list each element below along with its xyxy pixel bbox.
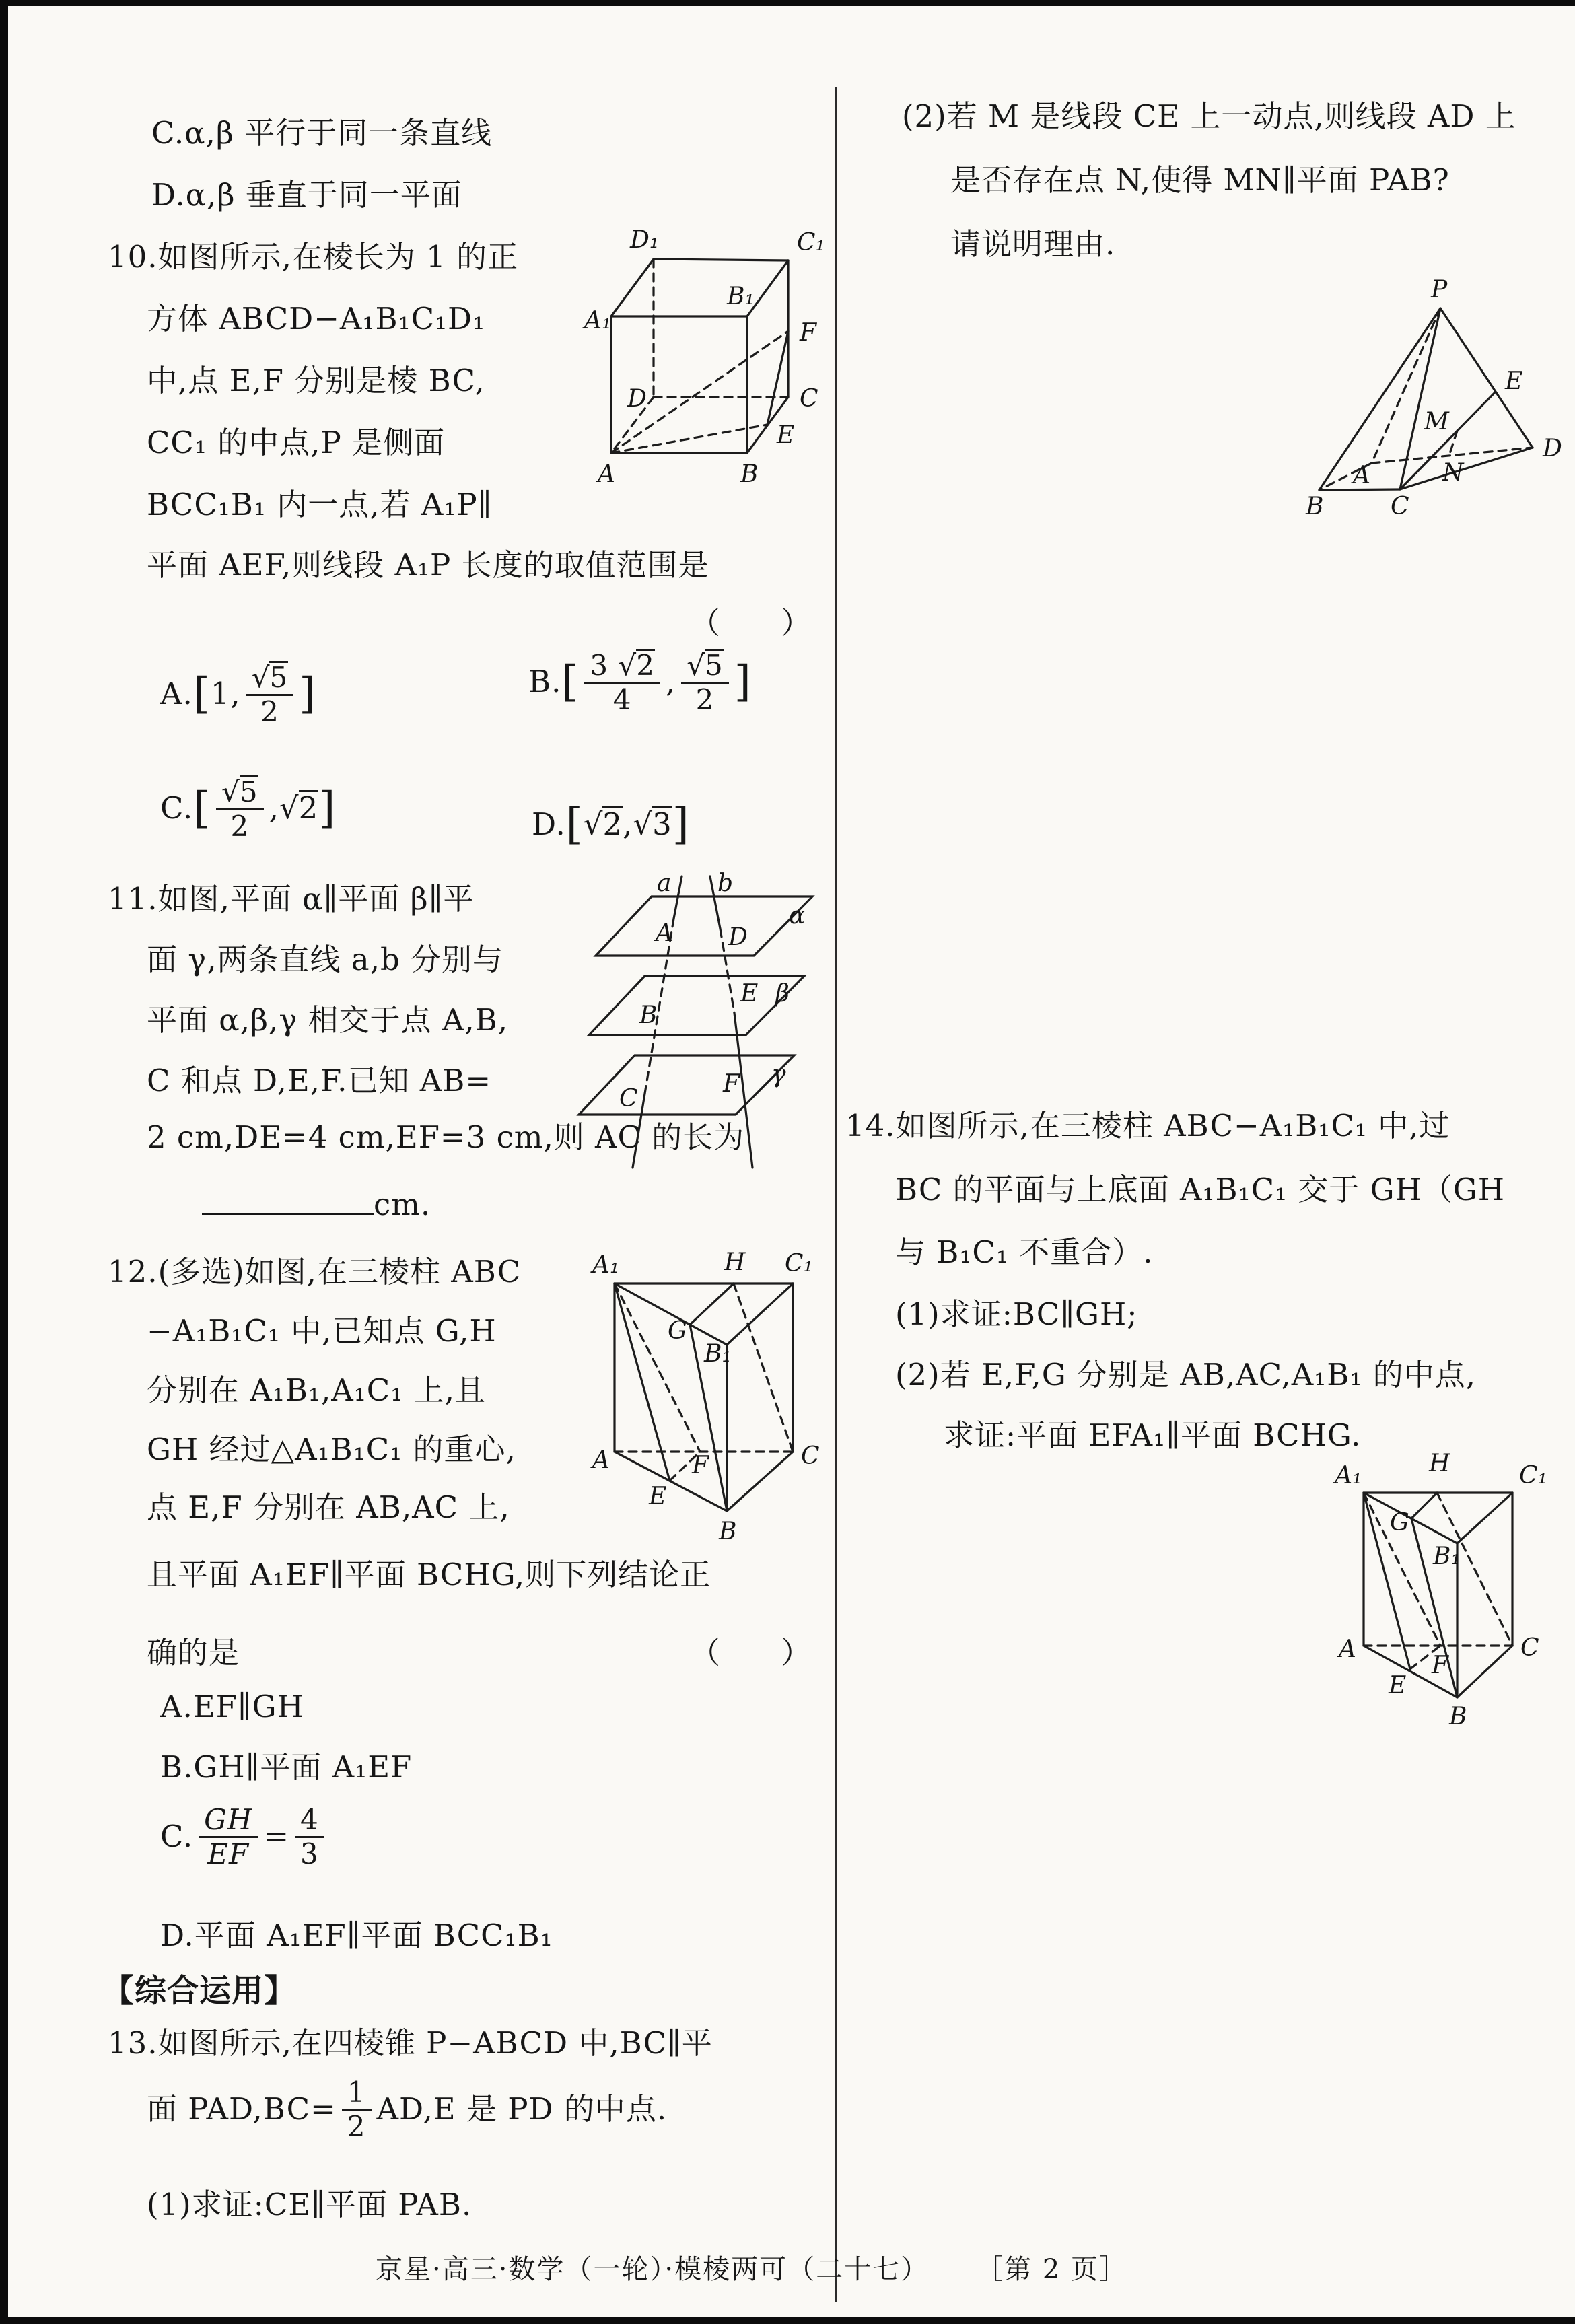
vertex-label-A1: A₁	[1335, 1462, 1362, 1489]
q14-prism-figure	[1275, 1447, 1572, 1743]
q11-line-4: C 和点 D,E,F.已知 AB=	[147, 1063, 492, 1098]
q13-part1: (1)求证:CE∥平面 PAB.	[147, 2187, 473, 2222]
bracket-close: ]	[734, 657, 752, 707]
vertex-label-C: C	[1391, 493, 1409, 520]
q12-line-7: 确的是	[147, 1635, 240, 1670]
q14-line-2: BC 的平面与上底面 A₁B₁C₁ 交于 GH（GH	[895, 1172, 1506, 1207]
vertex-label-B1: B₁	[727, 283, 755, 310]
vertex-label-B1: B₁	[1433, 1543, 1461, 1570]
vertex-label-A: A	[592, 1446, 610, 1474]
vertex-label-D: D	[627, 385, 647, 413]
q12-line-3: 分别在 A₁B₁,A₁C₁ 上,且	[147, 1372, 486, 1408]
q13-part2-line-2: 是否存在点 N,使得 MN∥平面 PAB?	[950, 162, 1450, 198]
vertex-label-E: E	[1505, 367, 1523, 395]
footer-title: 京星·高三·数学（一轮）·模棱两可（二十七）	[376, 2254, 930, 2285]
vertex-label-N: N	[1442, 459, 1464, 487]
bracket-open: [	[561, 657, 580, 707]
q13-half-fraction: $\frac{1}{2}$	[342, 2076, 372, 2143]
q10-answer-paren: （ ）	[690, 605, 812, 641]
q10-option-c: C. [ $\frac{√5}{2}$ , √2 ]	[160, 775, 337, 843]
scan-border-left	[0, 0, 8, 2324]
vertex-label-A1: A₁	[592, 1251, 620, 1279]
q10-b-label: B.	[528, 663, 562, 699]
bracket-open: [	[565, 800, 584, 849]
q11-line-2: 面 γ,两条直线 a,b 分别与	[147, 942, 504, 977]
q11-blank-line: cm.	[202, 1179, 431, 1224]
q10-a-fraction: $\frac{√5}{2}$	[246, 660, 294, 728]
q12-c-label: C.	[160, 1819, 194, 1855]
line-label-a: a	[657, 870, 672, 897]
q14-line-1: 14.如图所示,在三棱柱 ABC−A₁B₁C₁ 中,过	[845, 1108, 1450, 1143]
point-label-B: B	[639, 1001, 658, 1029]
q11-planes-figure	[572, 868, 848, 1185]
q10-b-fraction-1: $\frac{3 √2}{4}$	[584, 647, 660, 716]
point-label-E: E	[740, 980, 759, 1008]
q10-line-2: 方体 ABCD−A₁B₁C₁D₁	[147, 301, 486, 337]
q11-line-1: 11.如图,平面 α∥平面 β∥平	[108, 881, 475, 917]
q12-prism-figure	[592, 1248, 841, 1558]
point-label-F: F	[723, 1070, 740, 1098]
q12-line-1: 12.(多选)如图,在三棱柱 ABC	[108, 1254, 522, 1290]
page-footer	[376, 2248, 1127, 2286]
vertex-label-B1: B₁	[704, 1340, 732, 1368]
section-title: 【综合运用】	[102, 1973, 296, 2010]
footer-page-number: ［第 2 页］	[976, 2254, 1128, 2285]
vertex-label-B: B	[1306, 493, 1324, 520]
q14-line-5: (2)若 E,F,G 分别是 AB,AC,A₁B₁ 的中点,	[895, 1357, 1477, 1393]
q12-c-fraction-2: $\frac{4}{3}$	[295, 1804, 324, 1870]
q14-line-6: 求证:平面 EFA₁∥平面 BCHG.	[944, 1417, 1362, 1453]
equals-sign: =	[263, 1819, 290, 1855]
vertex-label-H: H	[724, 1248, 746, 1276]
q12-line-2: −A₁B₁C₁ 中,已知点 G,H	[147, 1313, 497, 1349]
q12-option-d: D.平面 A₁EF∥平面 BCC₁B₁	[160, 1917, 553, 1953]
q12-line-5: 点 E,F 分别在 AB,AC 上,	[147, 1489, 510, 1525]
vertex-label-E: E	[1389, 1672, 1407, 1699]
vertex-label-A: A	[598, 460, 615, 488]
vertex-label-E: E	[777, 421, 795, 449]
vertex-label-B: B	[719, 1518, 737, 1545]
q12-option-c	[160, 1804, 330, 1870]
q10-line-3: 中,点 E,F 分别是棱 BC,	[147, 363, 485, 398]
bracket-close: ]	[299, 669, 317, 719]
bracket-open: [	[193, 669, 211, 719]
plane-label-gamma: γ	[771, 1061, 786, 1088]
vertex-label-A1: A₁	[584, 307, 612, 334]
q10-b-fraction-2: $\frac{√5}{2}$	[681, 647, 729, 716]
q11-line-5: 2 cm,DE=4 cm,EF=3 cm,则 AC 的长为	[147, 1119, 745, 1155]
vertex-label-E: E	[649, 1483, 667, 1510]
bracket-close: ]	[672, 800, 690, 849]
q12-line-6: 且平面 A₁EF∥平面 BCHG,则下列结论正	[147, 1557, 711, 1592]
vertex-label-A: A	[1339, 1635, 1356, 1663]
vertex-label-C: C	[801, 1442, 820, 1470]
q12-option-a: A.EF∥GH	[160, 1689, 304, 1724]
plane-label-beta: β	[775, 980, 790, 1008]
q10-a-label: A.	[160, 675, 193, 711]
q10-line-6: 平面 AEF,则线段 A₁P 长度的取值范围是	[147, 547, 709, 583]
q9-option-d: D.α,β 垂直于同一平面	[151, 177, 462, 213]
comma: ,	[665, 663, 676, 699]
q10-line-1: 10.如图所示,在棱长为 1 的正	[108, 239, 519, 275]
plane-label-alpha: α	[789, 902, 806, 929]
q10-line-4: CC₁ 的中点,P 是侧面	[147, 425, 446, 460]
vertex-label-F: F	[1432, 1652, 1448, 1679]
bracket-close: ]	[318, 783, 337, 834]
vertex-label-H: H	[1429, 1450, 1450, 1477]
vertex-label-B: B	[1449, 1703, 1467, 1730]
vertex-label-G: G	[1390, 1509, 1409, 1537]
q12-option-b: B.GH∥平面 A₁EF	[160, 1749, 413, 1785]
vertex-label-C: C	[800, 385, 818, 413]
q10-option-d: D. [ √2 , √3 ]	[532, 798, 690, 851]
q13-line-1: 13.如图所示,在四棱锥 P−ABCD 中,BC∥平	[108, 2025, 713, 2061]
vertex-label-M: M	[1424, 408, 1449, 435]
q10-line-5: BCC₁B₁ 内一点,若 A₁P∥	[147, 487, 493, 522]
vertex-label-D: D	[1543, 435, 1562, 462]
line-label-b: b	[718, 870, 734, 897]
scan-border-top	[0, 0, 1575, 6]
answer-blank	[202, 1179, 374, 1215]
vertex-label-A: A	[1353, 462, 1370, 489]
vertex-label-F: F	[692, 1452, 709, 1479]
q10-option-a	[160, 660, 316, 728]
comma: ,	[623, 806, 633, 842]
comma: ,	[269, 789, 279, 826]
q10-option-b	[528, 647, 752, 716]
vertex-label-F: F	[800, 319, 816, 347]
point-label-A: A	[656, 919, 673, 947]
q10-c-fraction: $\frac{√5}{2}$	[216, 774, 264, 843]
vertex-label-B: B	[740, 460, 759, 488]
q10-c-label: C.	[160, 789, 194, 826]
vertex-label-C1: C₁	[785, 1250, 813, 1277]
q14-line-3: 与 B₁C₁ 不重合）.	[895, 1234, 1154, 1270]
point-label-D: D	[728, 923, 748, 951]
point-label-C: C	[619, 1085, 638, 1113]
vertex-label-D1: D₁	[630, 226, 660, 254]
q13-part2-line-3: 请说明理由.	[950, 226, 1116, 262]
vertex-label-G: G	[668, 1317, 687, 1345]
bracket-open: [	[193, 783, 211, 834]
q12-c-fraction-1: $\frac{GH}{EF}$	[199, 1804, 258, 1870]
q14-line-4: (1)求证:BC∥GH;	[895, 1296, 1138, 1332]
vertex-label-P: P	[1431, 276, 1448, 304]
q10-a-one: 1,	[210, 675, 241, 711]
vertex-label-C1: C₁	[1519, 1462, 1547, 1489]
vertex-label-C1: C₁	[797, 229, 825, 256]
q10-d-label: D.	[532, 806, 566, 842]
q9-option-c: C.α,β 平行于同一条直线	[151, 115, 493, 151]
q13-line-2: 面 PAD,BC= $\frac{1}{2}$ AD,E 是 PD 的中点.	[147, 2076, 668, 2144]
q13-part2-line-1: (2)若 M 是线段 CE 上一动点,则线段 AD 上	[902, 98, 1516, 134]
q11-line-3: 平面 α,β,γ 相交于点 A,B,	[147, 1002, 508, 1038]
q10-cube-figure	[584, 202, 853, 491]
q12-answer-paren: （ ）	[690, 1635, 812, 1670]
vertex-label-C: C	[1520, 1634, 1539, 1662]
q12-line-4: GH 经过△A₁B₁C₁ 的重心,	[147, 1432, 516, 1467]
q13-pyramid-figure	[1245, 276, 1568, 538]
scan-border-bottom	[0, 2317, 1575, 2324]
